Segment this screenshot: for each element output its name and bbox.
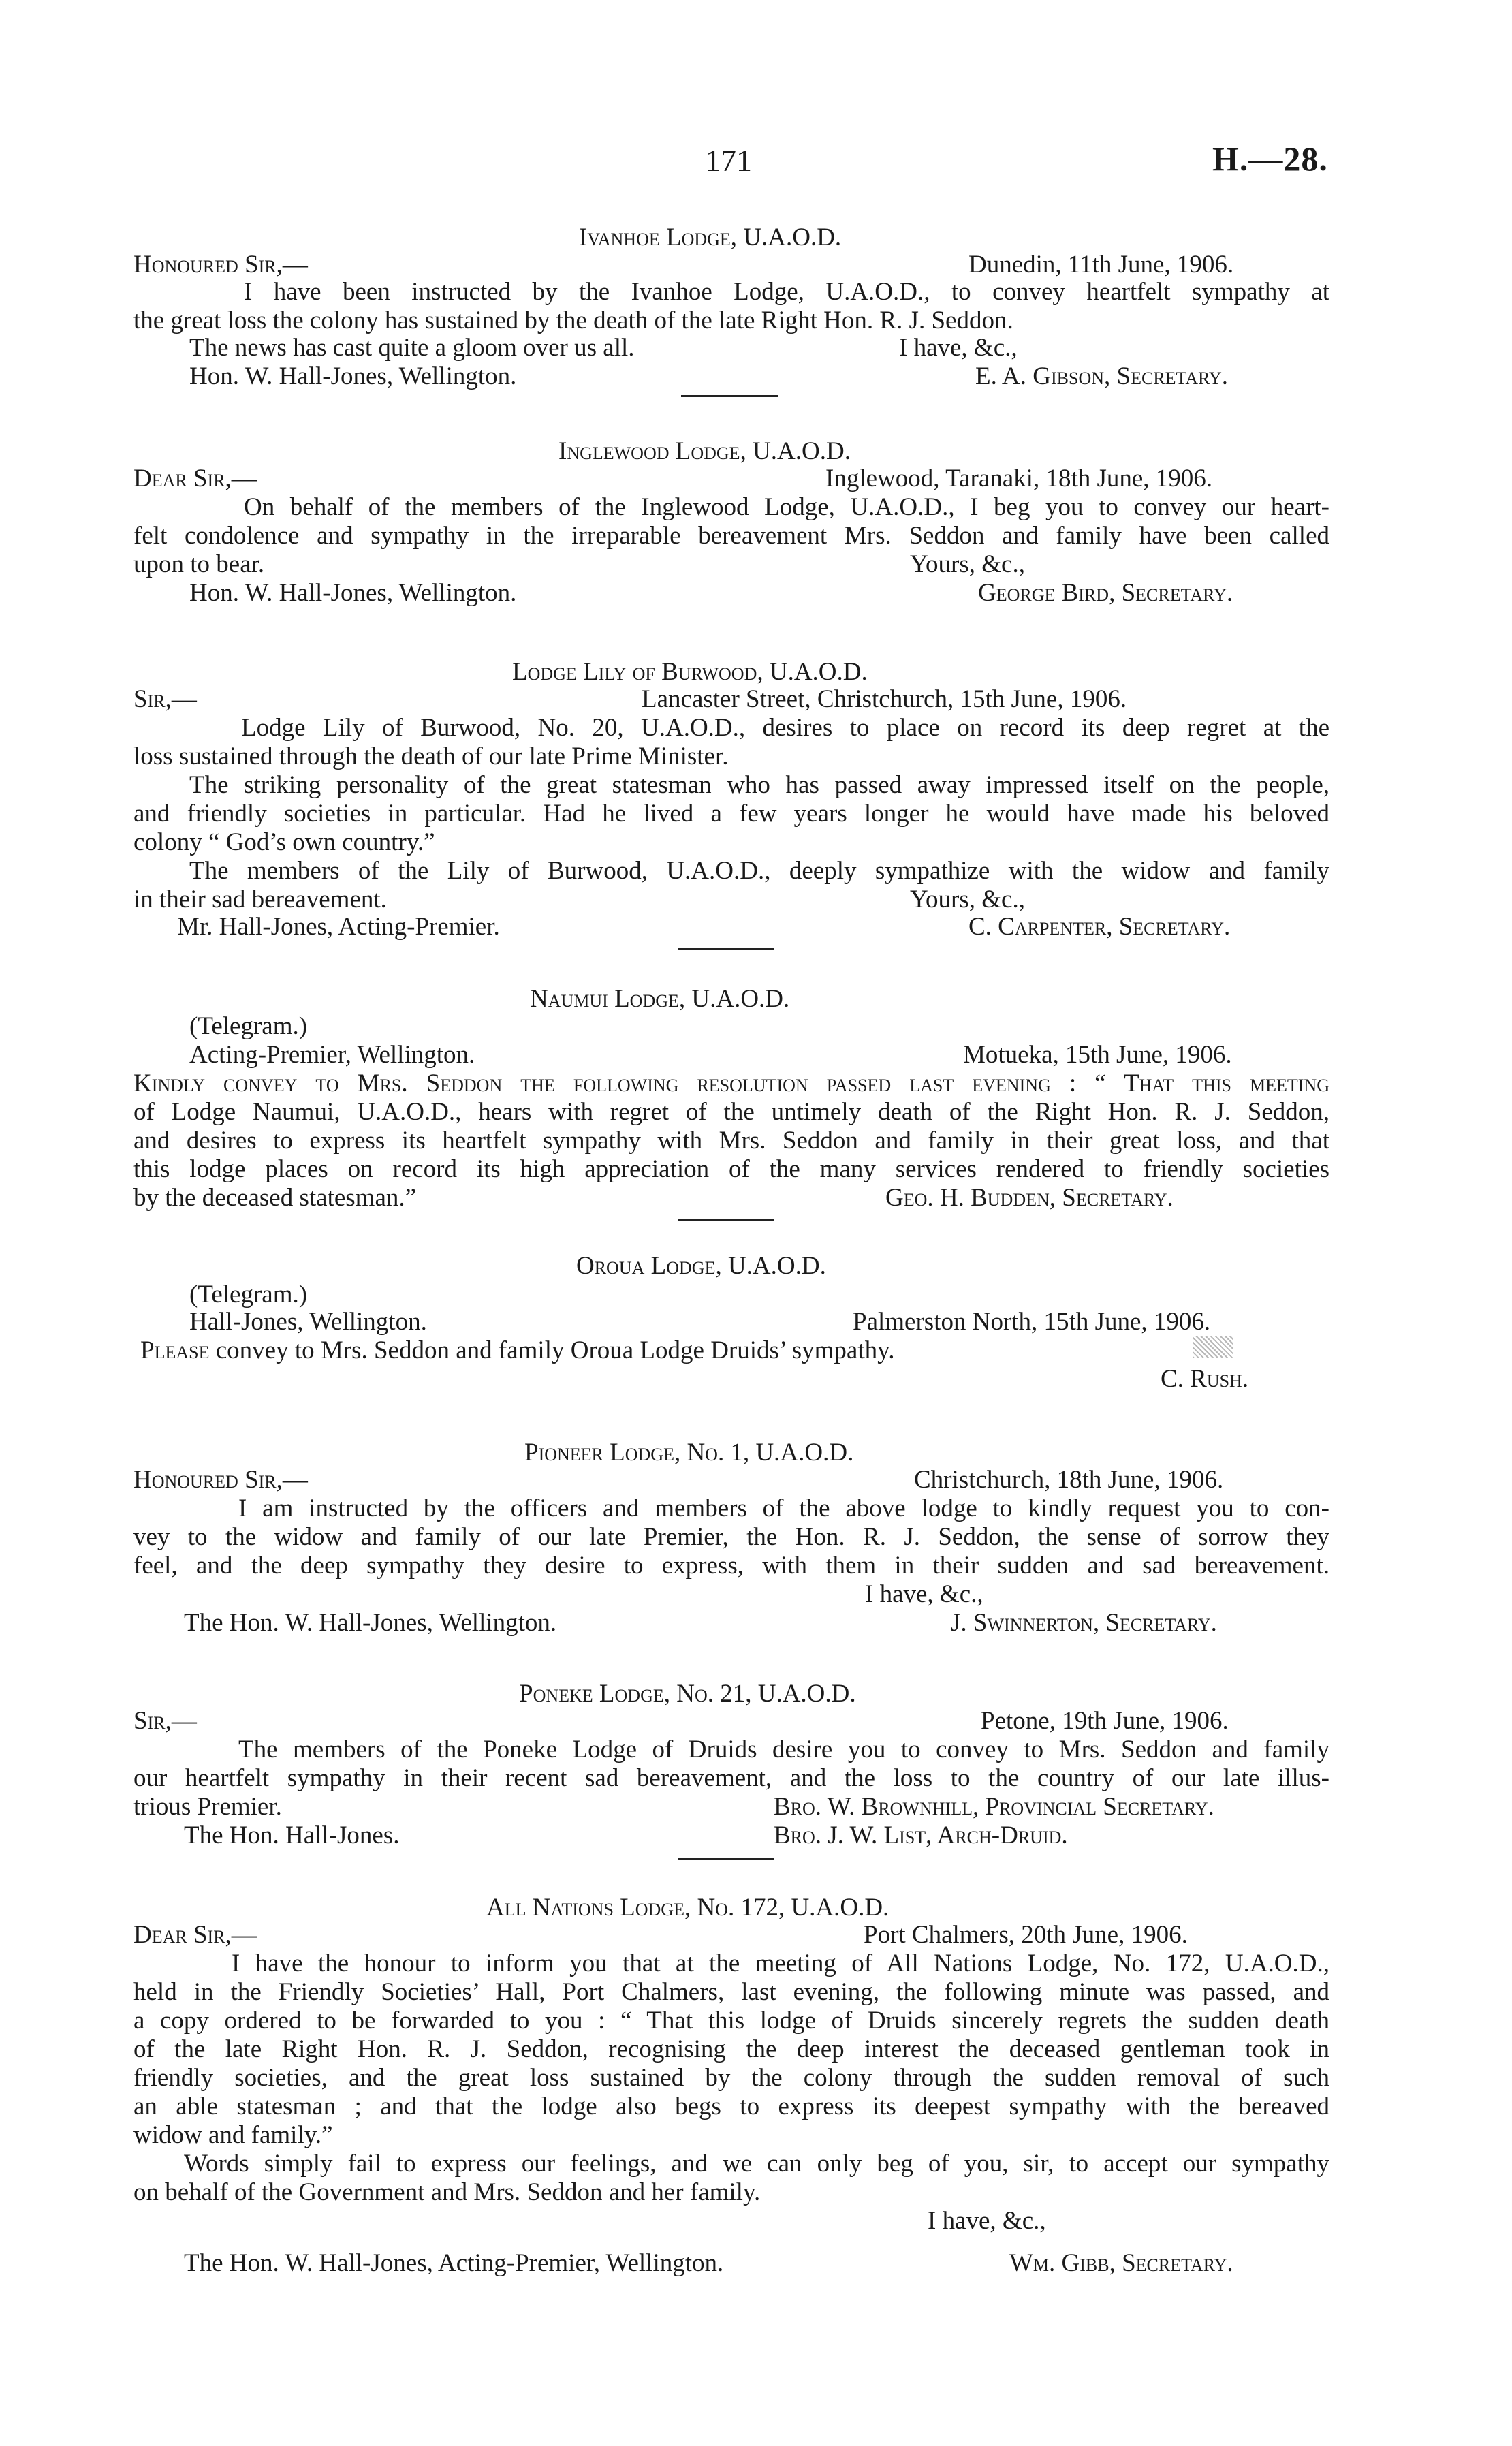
- signature: George Bird, Secretary.: [978, 579, 1233, 607]
- salutation: Dear Sir,—: [133, 465, 257, 492]
- body-line: Words simply fail to express our feelings, and we can only beg of you, sir, to accept our sympathy: [184, 2150, 1329, 2178]
- telegram-note: (Telegram.): [189, 1012, 308, 1040]
- signature: Bro. W. Brownhill, Provincial Secretary.: [774, 1793, 1214, 1821]
- closing: I have, &c.,: [928, 2207, 1046, 2235]
- signature: C. Rush.: [1161, 1365, 1249, 1393]
- place-date: Port Chalmers, 20th June, 1906.: [864, 1921, 1188, 1949]
- body-line: widow and family.”: [133, 2121, 333, 2149]
- closing: Yours, &c.,: [910, 550, 1025, 578]
- body-line: the great loss the colony has sustained by the death of the late Right Hon. R. J. Seddon.: [133, 307, 1013, 334]
- salutation: Sir,—: [133, 1707, 197, 1735]
- salutation: Dear Sir,—: [133, 1921, 257, 1949]
- body-line: The news has cast quite a gloom over us all.: [189, 334, 635, 362]
- signature: Geo. H. Budden, Secretary.: [885, 1184, 1174, 1212]
- body-line: feel, and the deep sympathy they desire to express, with them in their sudden and sad bereavement.: [133, 1552, 1329, 1580]
- place-date: Inglewood, Taranaki, 18th June, 1906.: [825, 465, 1213, 492]
- body-line: upon to bear.: [133, 550, 265, 578]
- body-line: held in the Friendly Societies’ Hall, Port Chalmers, last evening, the following minute was passed, and: [133, 1978, 1329, 2006]
- divider: [678, 948, 774, 950]
- body-line: On behalf of the members of the Inglewood Lodge, U.A.O.D., I beg you to convey our heart-: [244, 493, 1329, 521]
- place-date: Petone, 19th June, 1906.: [981, 1707, 1229, 1735]
- section-title: Naumui Lodge, U.A.O.D.: [530, 985, 790, 1013]
- body-line: I am instructed by the officers and members of the above lodge to kindly request you to con-: [238, 1494, 1329, 1522]
- salutation: Sir,—: [133, 685, 197, 713]
- body-line: on behalf of the Government and Mrs. Seddon and her family.: [133, 2178, 761, 2206]
- place-date: Dunedin, 11th June, 1906.: [968, 251, 1234, 279]
- body-line: friendly societies, and the great loss sustained by the colony through the sudden removal of such: [133, 2064, 1329, 2092]
- section-title: All Nations Lodge, No. 172, U.A.O.D.: [486, 1894, 889, 1922]
- body-line: vey to the widow and family of our late Premier, the Hon. R. J. Seddon, the sense of sorrow they: [133, 1523, 1329, 1551]
- section-title: Ivanhoe Lodge, U.A.O.D.: [579, 223, 842, 251]
- addressee: The Hon. W. Hall-Jones, Wellington.: [184, 1609, 557, 1637]
- body-line: felt condolence and sympathy in the irreparable bereavement Mrs. Seddon and family have been called: [133, 522, 1329, 550]
- body-line: trious Premier.: [133, 1793, 282, 1821]
- section-title: Poneke Lodge, No. 21, U.A.O.D.: [519, 1680, 856, 1708]
- body-line: this lodge places on record its high appreciation of the many services rendered to friendly societies: [133, 1155, 1329, 1183]
- signature: E. A. Gibson, Secretary.: [975, 362, 1229, 390]
- signature: C. Carpenter, Secretary.: [968, 913, 1231, 941]
- body-line: loss sustained through the death of our late Prime Minister.: [133, 742, 729, 770]
- body-line: by the deceased statesman.”: [133, 1184, 417, 1212]
- addressee: Hall-Jones, Wellington.: [189, 1308, 427, 1336]
- body-line: The striking personality of the great statesman who has passed away impressed itself on the people,: [189, 771, 1329, 799]
- section-title: Pioneer Lodge, No. 1, U.A.O.D.: [524, 1439, 854, 1467]
- divider: [681, 395, 778, 397]
- place-date: Lancaster Street, Christchurch, 15th June, 1906.: [642, 685, 1127, 713]
- body-line: Lodge Lily of Burwood, No. 20, U.A.O.D., desires to place on record its deep regret at the: [241, 714, 1329, 742]
- addressee: Hon. W. Hall-Jones, Wellington.: [189, 362, 517, 390]
- salutation: Honoured Sir,—: [133, 251, 308, 279]
- section-title: Inglewood Lodge, U.A.O.D.: [558, 437, 851, 465]
- body-line: I have been instructed by the Ivanhoe Lodge, U.A.O.D., to convey heartfelt sympathy at: [244, 278, 1329, 306]
- body-line: Kindly convey to Mrs. Seddon the following resolution passed last evening : “ That this meeting: [133, 1069, 1329, 1097]
- place-date: Palmerston North, 15th June, 1906.: [853, 1308, 1211, 1336]
- addressee: The Hon. W. Hall-Jones, Acting-Premier, Wellington.: [184, 2249, 724, 2277]
- signature: Wm. Gibb, Secretary.: [1009, 2249, 1233, 2277]
- addressee: Acting-Premier, Wellington.: [189, 1041, 475, 1069]
- body-line: and desires to express its heartfelt sympathy with Mrs. Seddon and family in their great loss, and that: [133, 1127, 1329, 1155]
- telegram-note: (Telegram.): [189, 1281, 308, 1308]
- closing: I have, &c.,: [865, 1580, 983, 1608]
- place-date: Christchurch, 18th June, 1906.: [914, 1466, 1224, 1494]
- divider: [678, 1219, 774, 1221]
- body-line: a copy ordered to be forwarded to you : “ That this lodge of Druids sincerely regrets the sudden death: [133, 2007, 1329, 2035]
- body-line: colony “ God’s own country.”: [133, 828, 435, 856]
- addressee: The Hon. Hall-Jones.: [184, 1821, 400, 1849]
- ink-blot: [1193, 1336, 1233, 1358]
- body-line: of the late Right Hon. R. J. Seddon, recognising the deep interest the deceased gentleman took in: [133, 2035, 1329, 2063]
- body-line: an able statesman ; and that the lodge also begs to express its deepest sympathy with the bereaved: [133, 2092, 1329, 2120]
- addressee: Hon. W. Hall-Jones, Wellington.: [189, 579, 517, 607]
- signature: J. Swinnerton, Secretary.: [951, 1609, 1217, 1637]
- section-title: Lodge Lily of Burwood, U.A.O.D.: [512, 658, 868, 686]
- document-reference: H.—28.: [1212, 140, 1328, 178]
- place-date: Motueka, 15th June, 1906.: [963, 1041, 1232, 1069]
- body-line: Please convey to Mrs. Seddon and family Oroua Lodge Druids’ sympathy.: [140, 1336, 895, 1364]
- body-line: The members of the Poneke Lodge of Druids desire you to convey to Mrs. Seddon and family: [238, 1736, 1329, 1763]
- body-line: The members of the Lily of Burwood, U.A.O.D., deeply sympathize with the widow and family: [189, 857, 1329, 885]
- divider: [678, 1858, 774, 1860]
- body-line: and friendly societies in particular. Had he lived a few years longer he would have made his beloved: [133, 800, 1329, 828]
- closing: Yours, &c.,: [910, 885, 1025, 913]
- page-number: 171: [705, 143, 752, 178]
- addressee: Mr. Hall-Jones, Acting-Premier.: [177, 913, 500, 941]
- body-line: of Lodge Naumui, U.A.O.D., hears with regret of the untimely death of the Right Hon. R. J. Seddon,: [133, 1098, 1329, 1126]
- body-line: in their sad bereavement.: [133, 885, 387, 913]
- body-line: I have the honour to inform you that at the meeting of All Nations Lodge, No. 172, U.A.O.D.,: [232, 1949, 1329, 1977]
- body-line: our heartfelt sympathy in their recent sad bereavement, and the loss to the country of our late illus-: [133, 1764, 1329, 1792]
- section-title: Oroua Lodge, U.A.O.D.: [576, 1252, 826, 1280]
- signature: Bro. J. W. List, Arch-Druid.: [774, 1821, 1068, 1849]
- salutation: Honoured Sir,—: [133, 1466, 308, 1494]
- closing: I have, &c.,: [899, 334, 1018, 362]
